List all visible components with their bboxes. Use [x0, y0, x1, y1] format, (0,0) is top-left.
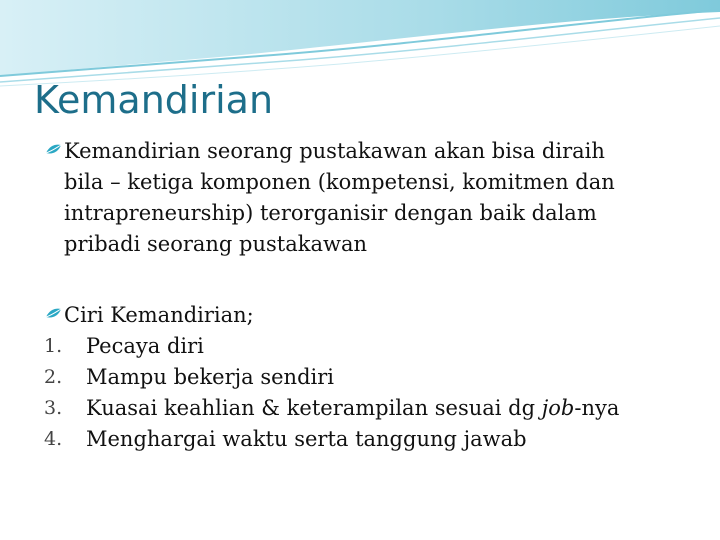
list-item-number: 3. [44, 397, 63, 419]
slide-title: Kemandirian [34, 78, 274, 122]
slide-content [44, 136, 684, 455]
list-item-number: 4. [44, 428, 63, 450]
paragraph-2-text: Ciri Kemandirian; [64, 303, 254, 327]
list-item-emphasis: job [541, 396, 575, 420]
paragraph-2 [44, 300, 684, 331]
list-item [44, 331, 684, 362]
list-item-number: 2. [44, 366, 63, 388]
list-item-suffix: -nya [574, 396, 620, 420]
list-item-number: 1. [44, 335, 63, 357]
paragraph-1-text: Kemandirian seorang pustakawan akan bisa diraih [64, 139, 605, 163]
list-item [44, 424, 684, 455]
list-item-text-main: Kuasai keahlian & keterampilan sesuai dg [86, 396, 542, 420]
paragraph-1 [44, 136, 684, 260]
leaf-bullet-icon [44, 307, 64, 321]
paragraph-1-continuation: bila – ketiga komponen (kompetensi, komitmen dan intrapreneurship) terorganisir dengan baik dalam pribadi seorang pustakawan [64, 170, 615, 256]
list-item [44, 393, 684, 424]
ciri-list [44, 331, 684, 455]
paragraph-1-first-line [44, 136, 684, 167]
list-item-text: Menghargai waktu serta tanggung jawab [86, 427, 527, 451]
list-item-text: Pecaya diri [86, 334, 204, 358]
list-item-text: Mampu bekerja sendiri [86, 365, 334, 389]
leaf-bullet-icon [44, 143, 64, 157]
list-item-text [86, 393, 619, 424]
list-item [44, 362, 684, 393]
